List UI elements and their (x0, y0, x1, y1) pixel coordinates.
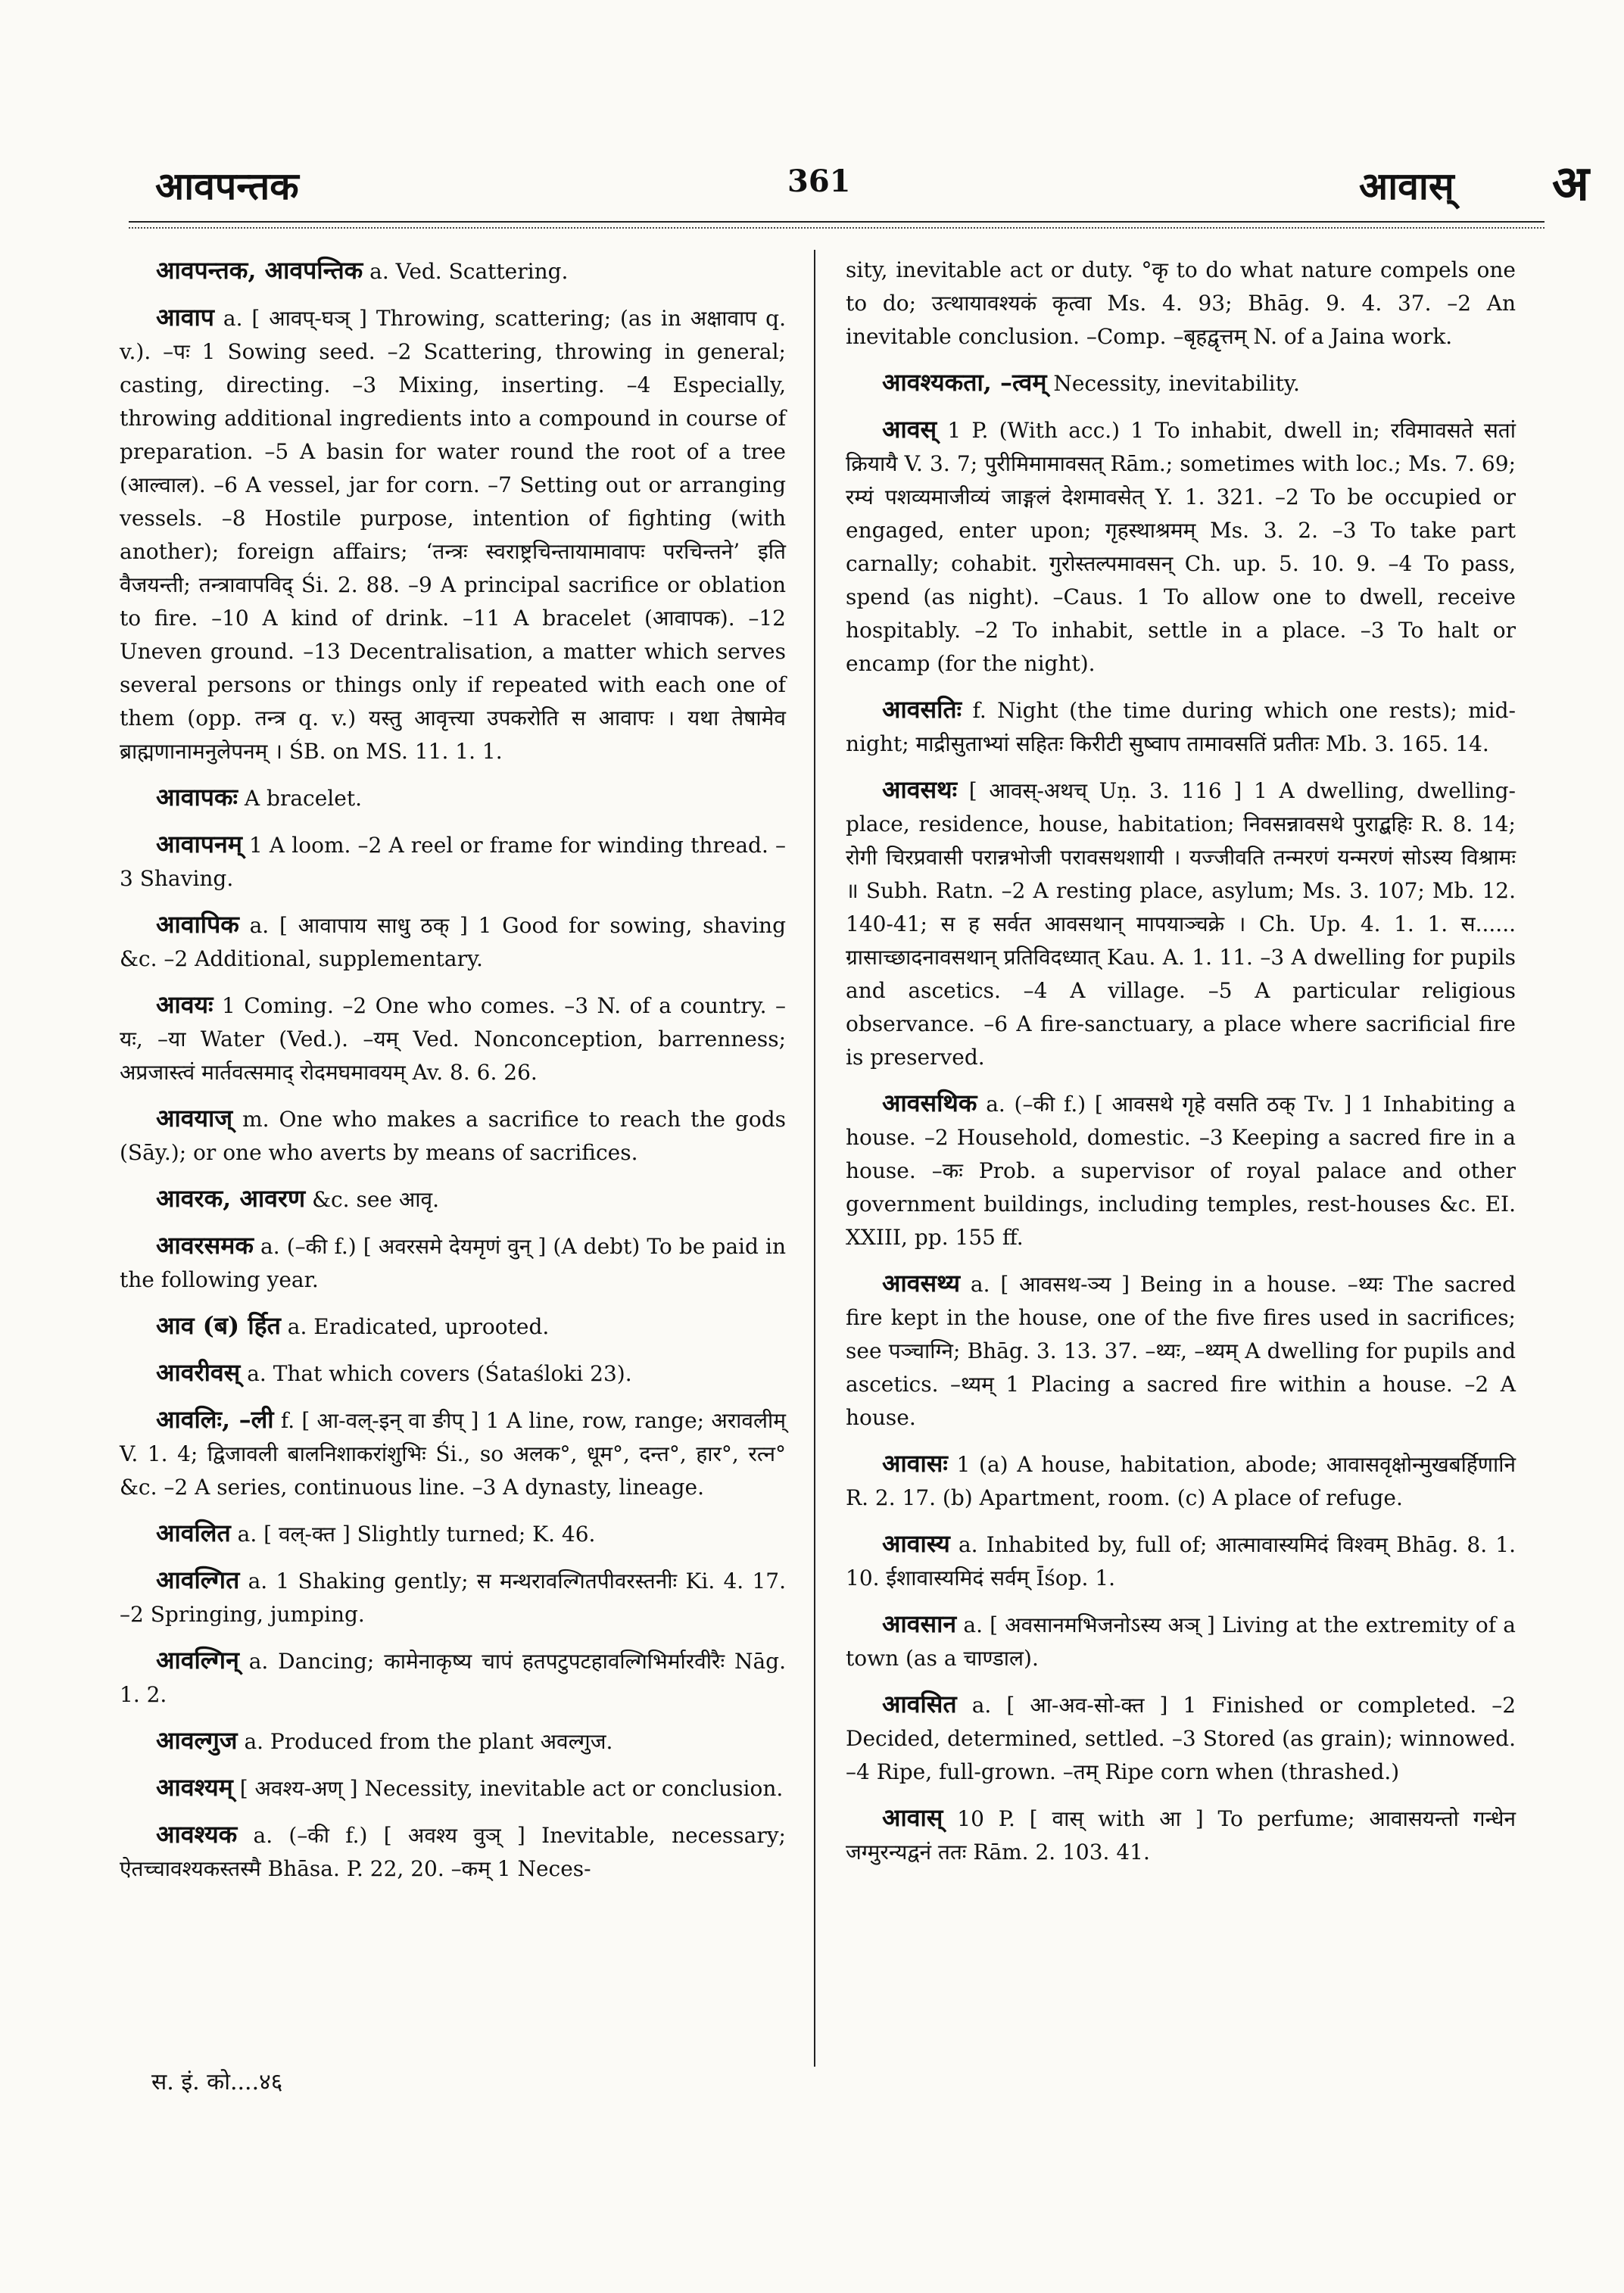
entry-definition: a. (–की f.) [ अवश्य वुञ् ] Inevitable, necessary; ऐतच्चावश्यकस्तस्मै Bhāsa. P. 22, 20. –कम् 1 Neces- (120, 1823, 786, 1881)
entry-headword: आवापनम् (156, 830, 242, 858)
dictionary-entry (846, 693, 1516, 761)
entry-definition: a. (–की f.) [ आवसथे गृहे वसति ठक् Tv. ] 1 Inhabiting a house. –2 Household, domestic. –3 Keeping a sacred fire in a house. –कः Prob. a supervisor of royal palace and other government buildings, including temples, rest-houses &c. EI. XXIII, pp. 155 ff. (846, 1092, 1516, 1250)
dictionary-entry (120, 1101, 786, 1170)
entry-definition: a. [ अवसानमभिजनोऽस्य अञ् ] Living at the extremity of a town (as a चाण्डाल). (846, 1612, 1516, 1671)
entry-definition: 10 P. [ वास् with आ ] To perfume; आवासयन्तो गन्धेन जग्मुरन्यद्वनं ततः Rām. 2. 103. 41. (846, 1806, 1516, 1865)
entry-headword: आवश्यम् (156, 1773, 233, 1802)
dictionary-entry (120, 1563, 786, 1631)
header-dotted-rule (129, 227, 1545, 229)
entry-definition: a. Eradicated, uprooted. (287, 1314, 550, 1339)
printer-signature: स. इं. को....४६ (151, 2069, 283, 2095)
dictionary-entry (120, 1309, 786, 1344)
entry-definition: a. [ आवसथ-ञ्य ] Being in a house. –थ्यः The sacred fire kept in the house, one of the five fires used in sacrifices; see पञ्चाग्नि; Bhāg. 3. 13. 37. –थ्यः, –थ्यम् A dwelling for pupils and ascetics. –थ्यम् 1 Placing a sacred fire within a house. –2 A house. (846, 1272, 1516, 1430)
entry-definition: sity, inevitable act or duty. °कृ to do what nature compels one to do; उत्थायावश्यकं कृत्वा Ms. 4. 93; Bhāg. 9. 4. 37. –2 An inevitable conclusion. –Comp. –बृहद्वृत्तम् N. of a Jaina work. (846, 257, 1516, 349)
entry-definition: a. (–की f.) [ अवरसमे देयमृणं वुन् ] (A debt) To be paid in the following year. (120, 1234, 786, 1292)
entry-headword: आवस् (882, 415, 937, 444)
entry-headword: आवश्यक (156, 1820, 238, 1849)
entry-headword: आवलिः, –ली (156, 1405, 274, 1434)
entry-definition: &c. see आवृ. (312, 1187, 439, 1212)
entry-definition: 1 Coming. –2 One who comes. –3 N. of a country. –यः, –या Water (Ved.). –यम् Ved. Nonconception, barrenness; अप्रजास्त्वं मार्तवत्समाद् रोदमघमावयम् Av. 8. 6. 26. (120, 993, 787, 1085)
dictionary-entry (120, 1516, 786, 1551)
entry-headword: आवरीवस् (156, 1358, 241, 1387)
entry-headword: आवरसमक (156, 1231, 254, 1260)
dictionary-entry (120, 908, 786, 976)
entry-definition: f. [ आ-वल्-इन् वा ङीप् ] 1 A line, row, range; अरावलीम् V. 1. 4; द्विजावली बालनिशाकरांशुभिः Śi., so अलक°, धूम°, दन्त°, हार°, रत्न° &c. –2 A series, continuous line. –3 A dynasty, lineage. (120, 1408, 786, 1500)
dictionary-entry (120, 1356, 786, 1391)
dictionary-entry (120, 1818, 786, 1886)
dictionary-entry (846, 1447, 1516, 1515)
entry-headword: आवसथिक (882, 1089, 977, 1117)
dictionary-entry (846, 1266, 1516, 1435)
entry-headword: आवश्यकता, –त्वम् (882, 368, 1047, 397)
dictionary-entry (120, 1724, 786, 1759)
running-head-left: आवपन्तक (155, 164, 299, 208)
entry-definition: m. One who makes a sacrifice to reach the gods (Sāy.); or one who averts by means of sacrifices. (120, 1107, 786, 1165)
entry-headword: आवसथ्य (882, 1269, 961, 1298)
entry-definition: [ अवश्य-अण् ] Necessity, inevitable act or conclusion. (239, 1776, 784, 1801)
entry-definition: A bracelet. (244, 786, 362, 811)
dictionary-entry (846, 1607, 1516, 1675)
entry-definition: a. Produced from the plant अवल्गुज. (244, 1729, 613, 1754)
header-rule (129, 221, 1545, 223)
dictionary-entry (846, 254, 1516, 354)
dictionary-entry (120, 1229, 786, 1297)
entry-definition: [ आवस्-अथच् Uṇ. 3. 116 ] 1 A dwelling, dwelling-place, residence, house, habitation; निवसन्नावसथे पुराद्बहिः R. 8. 14; रोगी चिरप्रवासी परान्नभोजी परावसथशायी । यज्जीवति तन्मरणं यन्मरणं सोऽस्य विश्रामः ॥ Subh. Ratn. –2 A resting place, asylum; Ms. 3. 107; Mb. 12. 140-41; स ह सर्वत आवसथान् मापयाञ्चक्रे । Ch. Up. 4. 1. 1. स...... ग्रासाच्छादनावसथान् प्रतिविदध्यात् Kau. A. 1. 11. –3 A dwelling for pupils and ascetics. –4 A village. –5 A particular religious observance. –6 A fire-sanctuary, a place where sacrificial fire is preserved. (846, 778, 1516, 1070)
entry-definition: 1 (a) A house, habitation, abode; आवासवृक्षोन्मुखबर्हिणानि R. 2. 17. (b) Apartment, room. (c) A place of refuge. (846, 1452, 1516, 1510)
entry-headword: आवास्य (882, 1529, 950, 1558)
right-column (846, 254, 1516, 1881)
dictionary-entry (846, 413, 1516, 681)
entry-definition: Necessity, inevitability. (1053, 371, 1300, 396)
entry-headword: आवासः (882, 1449, 948, 1478)
entry-definition: a. 1 Shaking gently; स मन्थरावल्गितपीवरस्तनीः Ki. 4. 17. –2 Springing, jumping. (120, 1569, 786, 1627)
entry-definition: a. Inhabited by, full of; आत्मावास्यमिदं विश्वम् Bhāg. 8. 1. 10. ईशावास्यमिदं सर्वम् Īśop. 1. (846, 1532, 1516, 1590)
entry-definition: a. [ आवापाय साधु ठक् ] 1 Good for sowing, shaving &c. –2 Additional, supplementary. (120, 913, 786, 971)
entry-definition: a. [ आ-अव-सो-क्त ] 1 Finished or completed. –2 Decided, determined, settled. –3 Stored (as grain); winnowed. –4 Ripe, full-grown. –तम् Ripe corn when (thrashed.) (846, 1693, 1516, 1784)
dictionary-entry (120, 254, 786, 288)
dictionary-entry (846, 773, 1516, 1074)
entry-headword: आवलित (156, 1519, 231, 1547)
entry-definition: a. [ वल्-क्त ] Slightly turned; K. 46. (237, 1522, 596, 1547)
entry-headword: आवरक, आवरण (156, 1184, 306, 1213)
dictionary-entry (120, 780, 786, 815)
dictionary-entry (120, 988, 786, 1089)
entry-headword: आवापिक (156, 910, 239, 939)
dictionary-entry (120, 1182, 786, 1217)
left-column (120, 254, 786, 1898)
dictionary-entry (120, 1771, 786, 1805)
entry-definition: a. That which covers (Śataśloki 23). (247, 1361, 632, 1386)
entry-headword: आवापकः (156, 783, 238, 812)
entry-definition: a. Ved. Scattering. (369, 259, 569, 284)
dictionary-entry (846, 1527, 1516, 1595)
entry-headword: आवसित (882, 1690, 957, 1718)
entry-definition: 1 A loom. –2 A reel or frame for winding thread. –3 Shaving. (120, 833, 786, 891)
entry-definition: a. [ आवप्-घञ् ] Throwing, scattering; (as in अक्षावाप q. v.). –पः 1 Sowing seed. –2 Scattering, throwing in general; casting, directing. –3 Mixing, inserting. –4 Especially, throwing additional ingredients into a compound in course of preparation. –5 A basin for water round the root of a tree (आल्वाल). –6 A vessel, jar for corn. –7 Setting out or arranging vessels. –8 Hostile purpose, intention of fighting (with another); foreign affairs; ‘तन्त्रः स्वराष्ट्रचिन्तायामावापः परचिन्तने’ इति वैजयन्ती; तन्त्रावापविद् Śi. 2. 88. –9 A principal sacrifice or oblation to fire. –10 A kind of drink. –11 A bracelet (आवापक). –12 Uneven ground. –13 Decentralisation, a matter which serves several persons or things only if repeated with each one of them (opp. तन्त्र q. v.) यस्तु आवृत्त्या उपकरोति स आवापः । यथा तेषामेव ब्राह्मणानामनुलेपनम् । ŚB. on MS. 11. 1. 1. (120, 306, 786, 764)
entry-headword: आवसान (882, 1609, 957, 1638)
dictionary-entry (120, 827, 786, 896)
running-head-right: आवास् (1359, 164, 1454, 208)
entry-headword: आवल्गिन् (156, 1646, 239, 1675)
entry-headword: आवपन्तक, आवपन्तिक (156, 256, 363, 285)
entry-headword: आव (ब) र्हित (156, 1311, 281, 1340)
entry-definition: f. Night (the time during which one rests); mid-night; माद्रीसुताभ्यां सहितः किरीटी सुष्वाप तामावसतिं प्रतीतः Mb. 3. 165. 14. (846, 698, 1516, 756)
dictionary-entry (846, 366, 1516, 400)
column-divider (814, 250, 815, 2067)
dictionary-entry (846, 1801, 1516, 1869)
entry-headword: आवयः (156, 990, 214, 1019)
page-number: 361 (787, 164, 851, 199)
entry-headword: आवाप (156, 303, 214, 332)
entry-headword: आवल्गुज (156, 1726, 238, 1755)
entry-headword: आवसथः (882, 775, 958, 804)
dictionary-entry (846, 1086, 1516, 1254)
thumb-index-letter: अ (1552, 155, 1589, 212)
entry-headword: आवसतिः (882, 695, 962, 724)
entry-definition: 1 P. (With acc.) 1 To inhabit, dwell in; रविमावसते सतां क्रियायै V. 3. 7; पुरीमिमामावसत् Rām.; sometimes with loc.; Ms. 7. 69; रम्यं पशव्यमाजीव्यं जाङ्गलं देशमावसेत् Y. 1. 321. –2 To be occupied or engaged, enter upon; गृहस्थाश्रमम् Ms. 3. 2. –3 To take part carnally; cohabit. गुरोस्तल्पमावसन् Ch. up. 5. 10. 9. –4 To pass, spend (as night). –Caus. 1 To allow one to dwell, receive hospitably. –2 To inhabit, settle in a place. –3 To halt or encamp (for the night). (846, 418, 1516, 676)
entry-headword: आवल्गित (156, 1566, 240, 1594)
entry-headword: आवास् (882, 1803, 943, 1832)
entry-headword: आवयाज् (156, 1104, 233, 1132)
dictionary-entry (120, 301, 786, 768)
dictionary-entry (846, 1687, 1516, 1789)
dictionary-entry (120, 1403, 786, 1504)
dictionary-entry (120, 1643, 786, 1712)
entry-definition: a. Dancing; कामेनाकृष्य चापं हतपटुपटहावल्गिभिर्मारवीरैः Nāg. 1. 2. (120, 1649, 786, 1707)
